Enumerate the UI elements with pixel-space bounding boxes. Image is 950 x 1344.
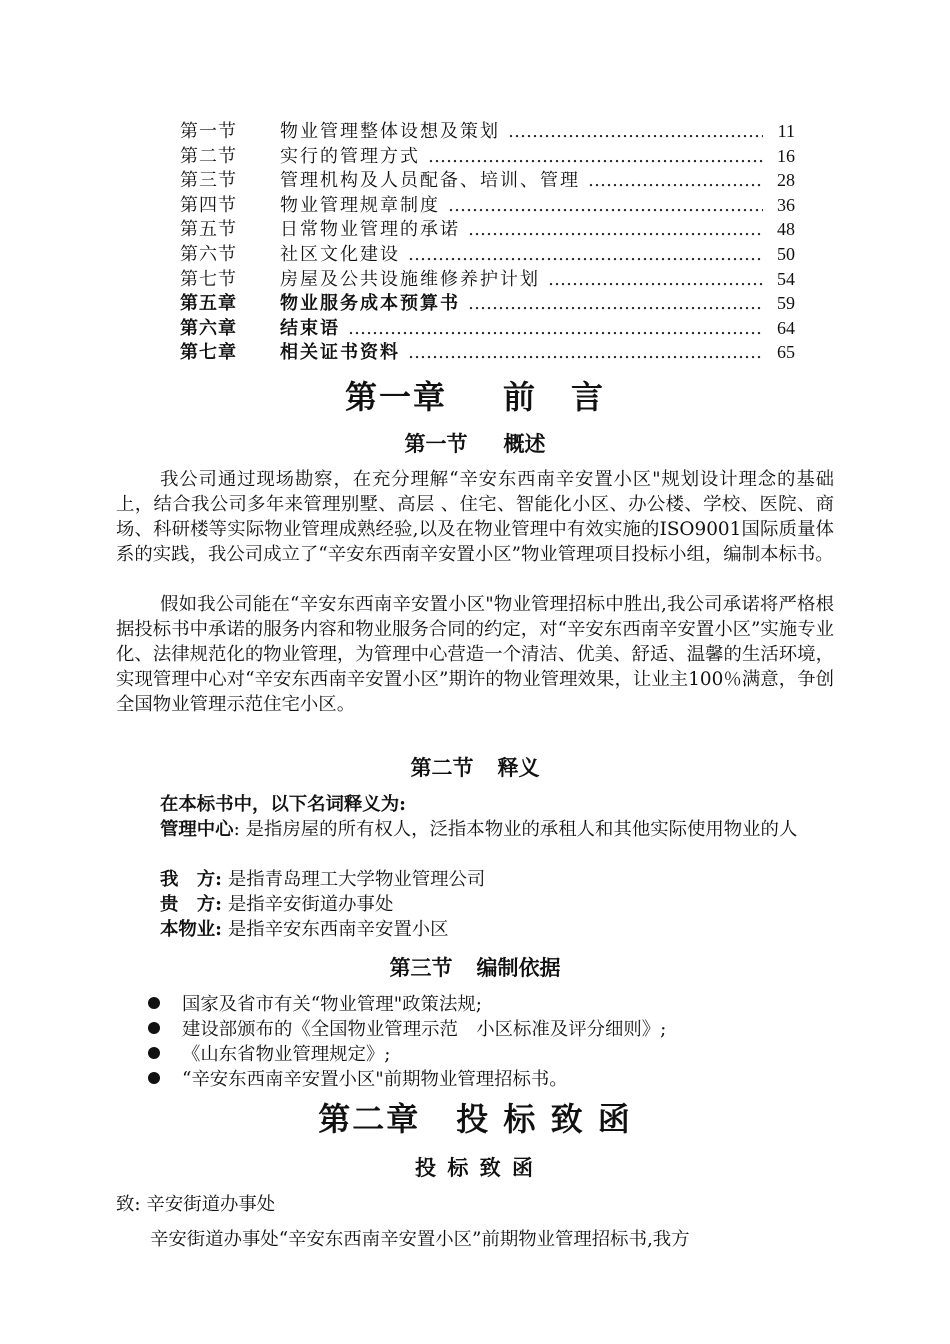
section-2-title: 释义 bbox=[497, 755, 540, 780]
list-item-text: 国家及省市有关“物业管理"政策法规; bbox=[182, 993, 482, 1015]
toc-entry-number: 第四节 bbox=[180, 194, 237, 216]
list-item bbox=[148, 1015, 848, 1040]
toc-dot-leader bbox=[408, 243, 763, 268]
bullet-icon bbox=[148, 1072, 160, 1084]
toc-entry-number: 第三节 bbox=[180, 170, 237, 192]
toc-entry-number: 第七节 bbox=[180, 268, 237, 290]
toc-entry bbox=[180, 242, 795, 267]
section-overview-heading bbox=[0, 428, 950, 458]
overview-paragraph-1: 我公司通过现场勘察，在充分理解“辛安东西南辛安置小区"规划设计理念的基础上，结合我公司多年来管理别墅、高层 、住宅、智能化小区、办公楼、学校、医院、商场、科研楼等实际物业管理成熟经验,以及在物业管理中有效实施的ISO9001国际质量体系的实践，我公司成立了“辛安东西南辛安置小区”物业管理项目投标小组，编制本标书。 bbox=[116, 469, 834, 565]
table-of-contents bbox=[180, 119, 795, 365]
def-you: 是指辛安街道办事处 bbox=[221, 894, 394, 915]
section-2-number: 第二节 bbox=[410, 755, 474, 780]
letter-title: 投 标 致 函 bbox=[415, 1155, 535, 1180]
list-item-text: 《山东省物业管理规定》; bbox=[182, 1043, 391, 1065]
list-item bbox=[148, 1040, 848, 1065]
toc-dot-leader bbox=[508, 120, 763, 145]
toc-dot-leader bbox=[468, 292, 763, 317]
toc-entry-page: 28 bbox=[777, 170, 795, 191]
toc-entry bbox=[180, 316, 795, 341]
toc-entry bbox=[180, 291, 795, 316]
toc-dot-leader bbox=[348, 317, 763, 342]
toc-entry-title: 实行的管理方式 bbox=[280, 145, 420, 167]
bullet-icon bbox=[148, 1022, 160, 1034]
toc-entry-number: 第一节 bbox=[180, 121, 237, 142]
toc-entry-title: 物业管理规章制度 bbox=[280, 194, 440, 216]
list-item bbox=[148, 1065, 848, 1090]
section-3-number: 第三节 bbox=[389, 955, 453, 980]
toc-entry bbox=[180, 193, 795, 218]
letter-addressee: 致: 辛安街道办事处 bbox=[116, 1194, 276, 1215]
toc-entry-page: 59 bbox=[777, 293, 795, 314]
chapter-1-number: 第一章 bbox=[344, 378, 447, 416]
list-item bbox=[148, 990, 848, 1015]
toc-entry-number: 第二节 bbox=[180, 145, 237, 167]
toc-entry-title: 房屋及公共设施维修养护计划 bbox=[280, 268, 540, 290]
list-item-text: 建设部颁布的《全国物业管理示范 小区标准及评分细则》; bbox=[182, 1018, 667, 1040]
term-you: 贵 方: bbox=[160, 894, 222, 915]
def-property: 是指辛安东西南辛安置小区 bbox=[221, 919, 449, 940]
toc-entry-page: 48 bbox=[777, 219, 795, 240]
toc-entry-page: 11 bbox=[777, 121, 795, 141]
toc-entry bbox=[180, 119, 795, 144]
def-we: 是指青岛理工大学物业管理公司 bbox=[221, 869, 486, 890]
toc-entry-title: 物业服务成本预算书 bbox=[280, 293, 460, 315]
definitions-intro: 在本标书中，以下名词释义为: bbox=[160, 794, 406, 815]
term-we: 我 方: bbox=[160, 869, 222, 890]
def-management-center: : 是指房屋的所有权人，泛指本物业的承租人和其他实际使用物业的人 bbox=[233, 819, 798, 840]
section-definitions-heading bbox=[0, 752, 950, 782]
bullet-icon bbox=[148, 1047, 160, 1059]
section-1-number: 第一节 bbox=[404, 431, 468, 456]
toc-entry bbox=[180, 168, 795, 193]
overview-paragraph-2: 假如我公司能在“辛安东西南辛安置小区"物业管理招标中胜出,我公司承诺将严格根据投标书中承诺的服务内容和物业服务合同的约定，对“辛安东西南辛安置小区”实施专业化、法律规范化的物业管理，为管理中心营造一个清洁、优美、舒适、温馨的生活环境，实现管理中心对“辛安东西南辛安置小区”期许的物业管理效果，让业主100％满意，争创全国物业管理示范住宅小区。 bbox=[116, 594, 834, 715]
toc-entry-number: 第七章 bbox=[180, 342, 237, 364]
toc-entry-title: 管理机构及人员配备、培训、管理 bbox=[280, 170, 580, 192]
section-1-title: 概述 bbox=[503, 431, 546, 456]
toc-entry-title: 结束语 bbox=[280, 317, 340, 339]
chapter-2-heading bbox=[0, 1094, 950, 1140]
toc-entry-page: 50 bbox=[777, 243, 795, 264]
toc-entry-number: 第六章 bbox=[180, 317, 237, 339]
section-basis-heading bbox=[0, 952, 950, 982]
toc-entry bbox=[180, 217, 795, 242]
toc-entry bbox=[180, 267, 795, 292]
toc-entry-title: 相关证书资料 bbox=[280, 342, 400, 364]
definition-property bbox=[160, 917, 449, 942]
list-item-text: “辛安东西南辛安置小区"前期物业管理招标书。 bbox=[182, 1068, 568, 1090]
section-3-title: 编制依据 bbox=[476, 955, 561, 980]
toc-entry bbox=[180, 340, 795, 365]
toc-dot-leader bbox=[428, 145, 763, 170]
toc-dot-leader bbox=[588, 169, 763, 194]
definition-we bbox=[160, 867, 485, 892]
chapter-1-title: 前 言 bbox=[503, 378, 606, 416]
toc-entry-number: 第五节 bbox=[180, 219, 237, 241]
toc-entry-page: 36 bbox=[777, 194, 795, 215]
chapter-1-heading bbox=[0, 372, 950, 418]
toc-entry-number: 第六节 bbox=[180, 243, 237, 265]
chapter-2-title: 投 标 致 函 bbox=[456, 1100, 632, 1138]
basis-list bbox=[148, 990, 848, 1090]
definition-management-center bbox=[116, 817, 834, 842]
toc-entry-page: 64 bbox=[777, 317, 795, 338]
chapter-2-number: 第二章 bbox=[318, 1100, 421, 1138]
toc-entry-page: 54 bbox=[777, 268, 795, 289]
toc-entry bbox=[180, 144, 795, 169]
toc-dot-leader bbox=[408, 341, 763, 366]
toc-dot-leader bbox=[548, 268, 763, 293]
bullet-icon bbox=[148, 997, 160, 1009]
toc-entry-title: 日常物业管理的承诺 bbox=[280, 219, 460, 241]
toc-entry-page: 16 bbox=[777, 145, 795, 166]
term-property: 本物业: bbox=[160, 919, 222, 940]
definition-you bbox=[160, 892, 393, 917]
toc-entry-page: 65 bbox=[777, 342, 795, 363]
letter-paragraph-1: 辛安街道办事处“辛安东西南辛安置小区”前期物业管理招标书,我方 bbox=[150, 1229, 690, 1250]
term-management-center: 管理中心 bbox=[160, 819, 234, 840]
toc-dot-leader bbox=[468, 218, 763, 243]
toc-entry-title: 物业管理整体设想及策划 bbox=[280, 121, 500, 142]
toc-entry-title: 社区文化建设 bbox=[280, 243, 400, 265]
toc-entry-number: 第五章 bbox=[180, 293, 237, 315]
toc-dot-leader bbox=[448, 194, 763, 219]
